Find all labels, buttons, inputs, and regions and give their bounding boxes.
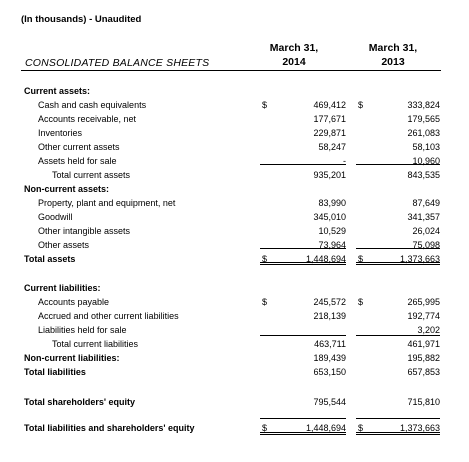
value-2014: 218,139 <box>313 311 346 321</box>
table-row <box>0 113 469 126</box>
value-2013: 75,098 <box>412 240 440 250</box>
value-2014: 10,529 <box>318 226 346 236</box>
table-row <box>0 282 469 295</box>
currency-symbol-2014: $ <box>262 100 268 110</box>
column-header-2013-date: March 31, <box>368 42 418 54</box>
value-2014: 345,010 <box>313 212 346 222</box>
value-2014: 245,572 <box>313 297 346 307</box>
table-row <box>0 155 469 168</box>
table-row <box>0 141 469 154</box>
row-label: Property, plant and equipment, net <box>38 198 176 208</box>
currency-symbol-2013: $ <box>358 254 364 264</box>
currency-symbol-2014: $ <box>262 254 268 264</box>
rule-2013-grand-total-bottom <box>356 432 440 435</box>
row-label: Total current liabilities <box>52 339 139 349</box>
row-label: Inventories <box>38 128 83 138</box>
table-row <box>0 85 469 98</box>
row-label: Total current assets <box>52 170 131 180</box>
value-2014: 229,871 <box>313 128 346 138</box>
table-row <box>0 211 469 224</box>
value-2014: 1,448,694 <box>305 423 346 433</box>
column-header-2013 <box>348 41 438 69</box>
value-2013: 715,810 <box>407 397 440 407</box>
value-2013: 657,853 <box>407 367 440 377</box>
value-2014: 795,544 <box>313 397 346 407</box>
value-2013: 192,774 <box>407 311 440 321</box>
column-header-2014 <box>249 41 339 69</box>
value-2013: 10,960 <box>412 156 440 166</box>
row-label: Other intangible assets <box>38 226 131 236</box>
value-2013: 341,357 <box>407 212 440 222</box>
value-2013: 58,103 <box>412 142 440 152</box>
row-label: Non-current liabilities: <box>24 353 120 363</box>
column-header-2014-year: 2014 <box>282 56 306 68</box>
table-row <box>0 352 469 365</box>
table-row <box>0 169 469 182</box>
table-row <box>0 296 469 309</box>
value-2013: 3,202 <box>417 325 440 335</box>
row-label: Other current assets <box>38 142 120 152</box>
rule-2014-subtotal-current-assets <box>260 164 346 165</box>
value-2013: 1,373,663 <box>399 423 440 433</box>
row-label: Total liabilities <box>24 367 86 377</box>
currency-symbol-2013: $ <box>358 423 364 433</box>
currency-symbol-2014: $ <box>262 297 268 307</box>
value-2014: 73,964 <box>318 240 346 250</box>
value-2014: 653,150 <box>313 367 346 377</box>
row-label: Total liabilities and shareholders' equity <box>24 423 195 433</box>
row-label: Liabilities held for sale <box>38 325 127 335</box>
value-2013: 26,024 <box>412 226 440 236</box>
currency-symbol-2013: $ <box>358 297 364 307</box>
value-2014: 177,671 <box>313 114 346 124</box>
row-label: Cash and cash equivalents <box>38 100 147 110</box>
row-label: Total shareholders' equity <box>24 397 135 407</box>
rule-2014-total-assets-top <box>260 248 346 249</box>
table-row <box>0 225 469 238</box>
row-label: Goodwill <box>38 212 73 222</box>
value-2014: 463,711 <box>314 339 346 349</box>
value-2013: 179,565 <box>407 114 440 124</box>
row-label: Accounts payable <box>38 297 110 307</box>
table-row <box>0 310 469 323</box>
currency-symbol-2014: $ <box>262 423 268 433</box>
column-header-2013-year: 2013 <box>381 56 405 68</box>
row-label: Total assets <box>24 254 76 264</box>
table-row <box>0 366 469 379</box>
header-rule <box>21 70 441 71</box>
value-2014: 83,990 <box>318 198 346 208</box>
rule-2013-total-assets-top <box>356 248 440 249</box>
value-2014: 189,439 <box>313 353 346 363</box>
value-2014: 58,247 <box>318 142 346 152</box>
value-2014: 935,201 <box>313 170 346 180</box>
rule-2014-total-assets-bottom <box>260 262 346 265</box>
table-row <box>0 99 469 112</box>
value-2013: 265,995 <box>407 297 440 307</box>
rule-2014-grand-total-bottom <box>260 432 346 435</box>
table-row <box>0 396 469 409</box>
value-2013: 261,083 <box>407 128 440 138</box>
rule-2013-subtotal-current-assets <box>356 164 440 165</box>
table-row <box>0 197 469 210</box>
rule-2014-subtotal-current-liabilities <box>260 335 346 336</box>
value-2013: 1,373,663 <box>399 254 440 264</box>
row-label: Accrued and other current liabilities <box>38 311 179 321</box>
value-2013: 333,824 <box>407 100 440 110</box>
row-label: Current liabilities: <box>24 283 101 293</box>
value-2013: 87,649 <box>412 198 440 208</box>
table-row <box>0 239 469 252</box>
value-2014: - <box>343 156 346 166</box>
row-label: Current assets: <box>24 86 91 96</box>
rule-2013-grand-total-top <box>356 418 440 419</box>
table-row <box>0 183 469 196</box>
value-2014: 469,412 <box>313 100 346 110</box>
table-row <box>0 338 469 351</box>
value-2013: 195,882 <box>407 353 440 363</box>
row-label: Accounts receivable, net <box>38 114 137 124</box>
row-label: Other assets <box>38 240 90 250</box>
currency-symbol-2013: $ <box>358 100 364 110</box>
rule-2013-total-assets-bottom <box>356 262 440 265</box>
value-2014: 1,448,694 <box>305 254 346 264</box>
statement-title: CONSOLIDATED BALANCE SHEETS <box>25 57 210 69</box>
rule-2013-subtotal-current-liabilities <box>356 335 440 336</box>
units-note: (In thousands) - Unaudited <box>21 14 142 25</box>
table-row <box>0 127 469 140</box>
value-2013: 461,971 <box>407 339 440 349</box>
row-label: Assets held for sale <box>38 156 117 166</box>
row-label: Non-current assets: <box>24 184 110 194</box>
column-header-2014-date: March 31, <box>269 42 319 54</box>
value-2013: 843,535 <box>407 170 440 180</box>
rule-2014-grand-total-top <box>260 418 346 419</box>
